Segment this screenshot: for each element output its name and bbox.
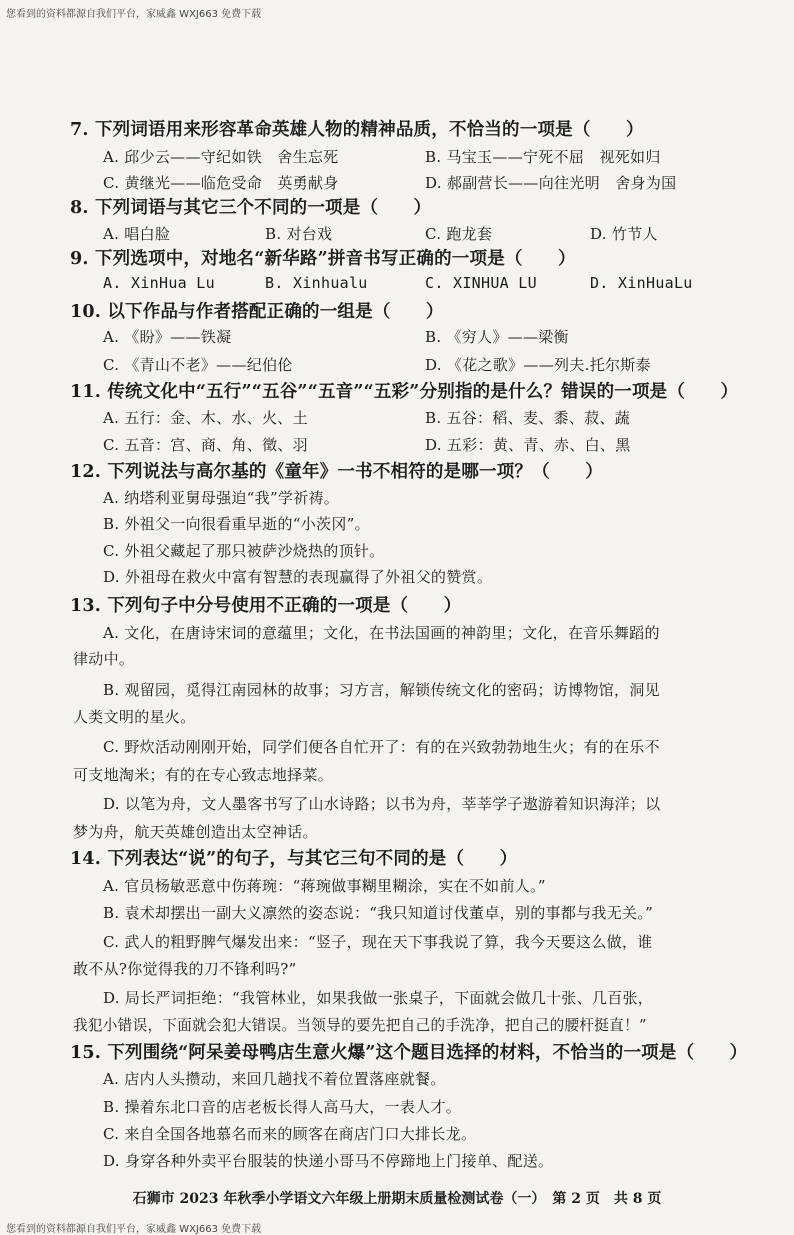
- question-13-option-a-rest: 律动中。: [73, 650, 135, 668]
- question-14-option-d-rest: 我犯小错误，下面就会犯大错误。当领导的要先把自己的手洗净，把自己的腰杆挺直！”: [73, 1017, 647, 1034]
- question-15-option-a: A. 店内人头攒动，来回几趟找不着位置落座就餐。: [103, 1070, 446, 1088]
- question-8-option-b: B. 对台戏: [265, 225, 333, 243]
- question-7-option-c: C. 黄继光——临危受命 英勇献身: [103, 174, 339, 192]
- question-9-option-b: B. Xinhualu: [265, 274, 368, 292]
- question-12-option-d: D. 外祖母在救火中富有智慧的表现赢得了外祖父的赞赏。: [103, 568, 493, 586]
- question-7-stem: 7. 下列词语用来形容革命英雄人物的精神品质，不恰当的一项是（ ）: [70, 120, 644, 140]
- question-12-option-b: B. 外祖父一向很看重早逝的“小茨冈”。: [103, 515, 370, 533]
- question-13-option-b-rest: 人类文明的星火。: [73, 708, 196, 726]
- question-14-option-a: A. 官员杨敏恶意中伤蒋琬：“蒋琬做事糊里糊涂，实在不如前人。”: [103, 877, 546, 895]
- question-7-option-a: A. 邱少云——守纪如铁 舍生忘死: [103, 148, 339, 166]
- question-11-stem: 11. 传统文化中“五行”“五谷”“五音”“五彩”分别指的是什么？错误的一项是（ ）: [70, 382, 739, 402]
- question-13-option-d-rest: 梦为舟，航天英雄创造出太空神话。: [73, 823, 318, 841]
- question-14-option-c: C. 武人的粗野脾气爆发出来：“竖子，现在天下事我说了算，我今天要这么做，谁: [103, 933, 653, 951]
- page-footer: 石狮市 2023 年秋季小学语文六年级上册期末质量检测试卷（一） 第 2 页 共 8 页: [132, 1191, 662, 1207]
- watermark-top: 您看到的资料都源自我们平台，家威鑫 WXJ663 免费下载: [6, 9, 262, 20]
- question-13-option-a: A. 文化，在唐诗宋词的意蕴里；文化，在书法国画的神韵里；文化，在音乐舞蹈的: [103, 624, 660, 642]
- question-10-option-d: D. 《花之歌》——列夫.托尔斯泰: [425, 356, 651, 374]
- question-10-option-c: C. 《青山不老》——纪伯伦: [103, 356, 293, 374]
- question-15-option-c: C. 来自全国各地慕名而来的顾客在商店门口大排长龙。: [103, 1125, 477, 1143]
- question-9-stem: 9. 下列选项中，对地名“新华路”拼音书写正确的一项是（ ）: [70, 249, 576, 269]
- question-13-stem: 13. 下列句子中分号使用不正确的一项是（ ）: [70, 596, 462, 616]
- question-15-option-b: B. 操着东北口音的店老板长得人高马大，一表人才。: [103, 1098, 462, 1116]
- question-13-option-b: B. 观留园，觅得江南园林的故事；习方言，解锁传统文化的密码；访博物馆，洞见: [103, 681, 660, 699]
- question-14-option-c-rest: 敢不从?你觉得我的刀不锋利吗?”: [73, 960, 297, 978]
- question-8-option-c: C. 跑龙套: [425, 225, 493, 243]
- question-15-option-d: D. 身穿各种外卖平台服装的快递小哥马不停蹄地上门接单、配送。: [103, 1152, 554, 1170]
- question-7-option-d: D. 郝副营长——向往光明 舍身为国: [425, 174, 677, 192]
- question-11-option-a: A. 五行：金、木、水、火、土: [103, 409, 308, 427]
- question-15-stem: 15. 下列围绕“阿呆姜母鸭店生意火爆”这个题目选择的材料，不恰当的一项是（ ）: [70, 1043, 748, 1063]
- question-8-stem: 8. 下列词语与其它三个不同的一项是（ ）: [70, 198, 432, 218]
- question-14-option-b: B. 袁术却摆出一副大义凛然的姿态说：“我只知道讨伐董卓，别的事都与我无关。”: [103, 904, 654, 922]
- question-8-option-a: A. 唱白脸: [103, 225, 171, 243]
- question-9-option-c: C. XINHUA LU: [425, 274, 537, 292]
- question-14-stem: 14. 下列表达“说”的句子，与其它三句不同的是（ ）: [70, 849, 518, 869]
- question-11-option-d: D. 五彩：黄、青、赤、白、黑: [425, 436, 631, 454]
- question-8-option-d: D. 竹节人: [590, 225, 658, 243]
- question-9-option-d: D. XinHuaLu: [590, 274, 693, 292]
- watermark-bottom: 您看到的资料都源自我们平台，家威鑫 WXJ663 免费下载: [6, 1224, 262, 1235]
- question-9-option-a: A. XinHua Lu: [103, 274, 215, 292]
- question-10-option-b: B. 《穷人》——梁衡: [425, 328, 569, 346]
- question-11-option-b: B. 五谷：稻、麦、黍、菽、蔬: [425, 409, 631, 427]
- question-13-option-c: C. 野炊活动刚刚开始，同学们便各自忙开了：有的在兴致勃勃地生火；有的在乐不: [103, 738, 660, 756]
- question-12-option-a: A. 纳塔利亚舅母强迫“我”学祈祷。: [103, 489, 340, 507]
- question-10-option-a: A. 《盼》——铁凝: [103, 328, 232, 346]
- question-12-stem: 12. 下列说法与高尔基的《童年》一书不相符的是哪一项？（ ）: [70, 462, 603, 482]
- question-13-option-c-rest: 可支地淘米；有的在专心致志地择菜。: [73, 766, 334, 784]
- question-10-stem: 10. 以下作品与作者搭配正确的一组是（ ）: [70, 302, 444, 322]
- question-13-option-d: D. 以笔为舟，文人墨客书写了山水诗路；以书为舟，莘莘学子遨游着知识海洋；以: [103, 795, 661, 813]
- question-7-option-b: B. 马宝玉——宁死不屈 视死如归: [425, 148, 661, 166]
- question-14-option-d: D. 局长严词拒绝：“我管林业，如果我做一张桌子，下面就会做几十张、几百张，: [103, 989, 654, 1007]
- question-11-option-c: C. 五音：宫、商、角、徵、羽: [103, 436, 308, 454]
- question-12-option-c: C. 外祖父藏起了那只被萨沙烧热的顶针。: [103, 542, 385, 560]
